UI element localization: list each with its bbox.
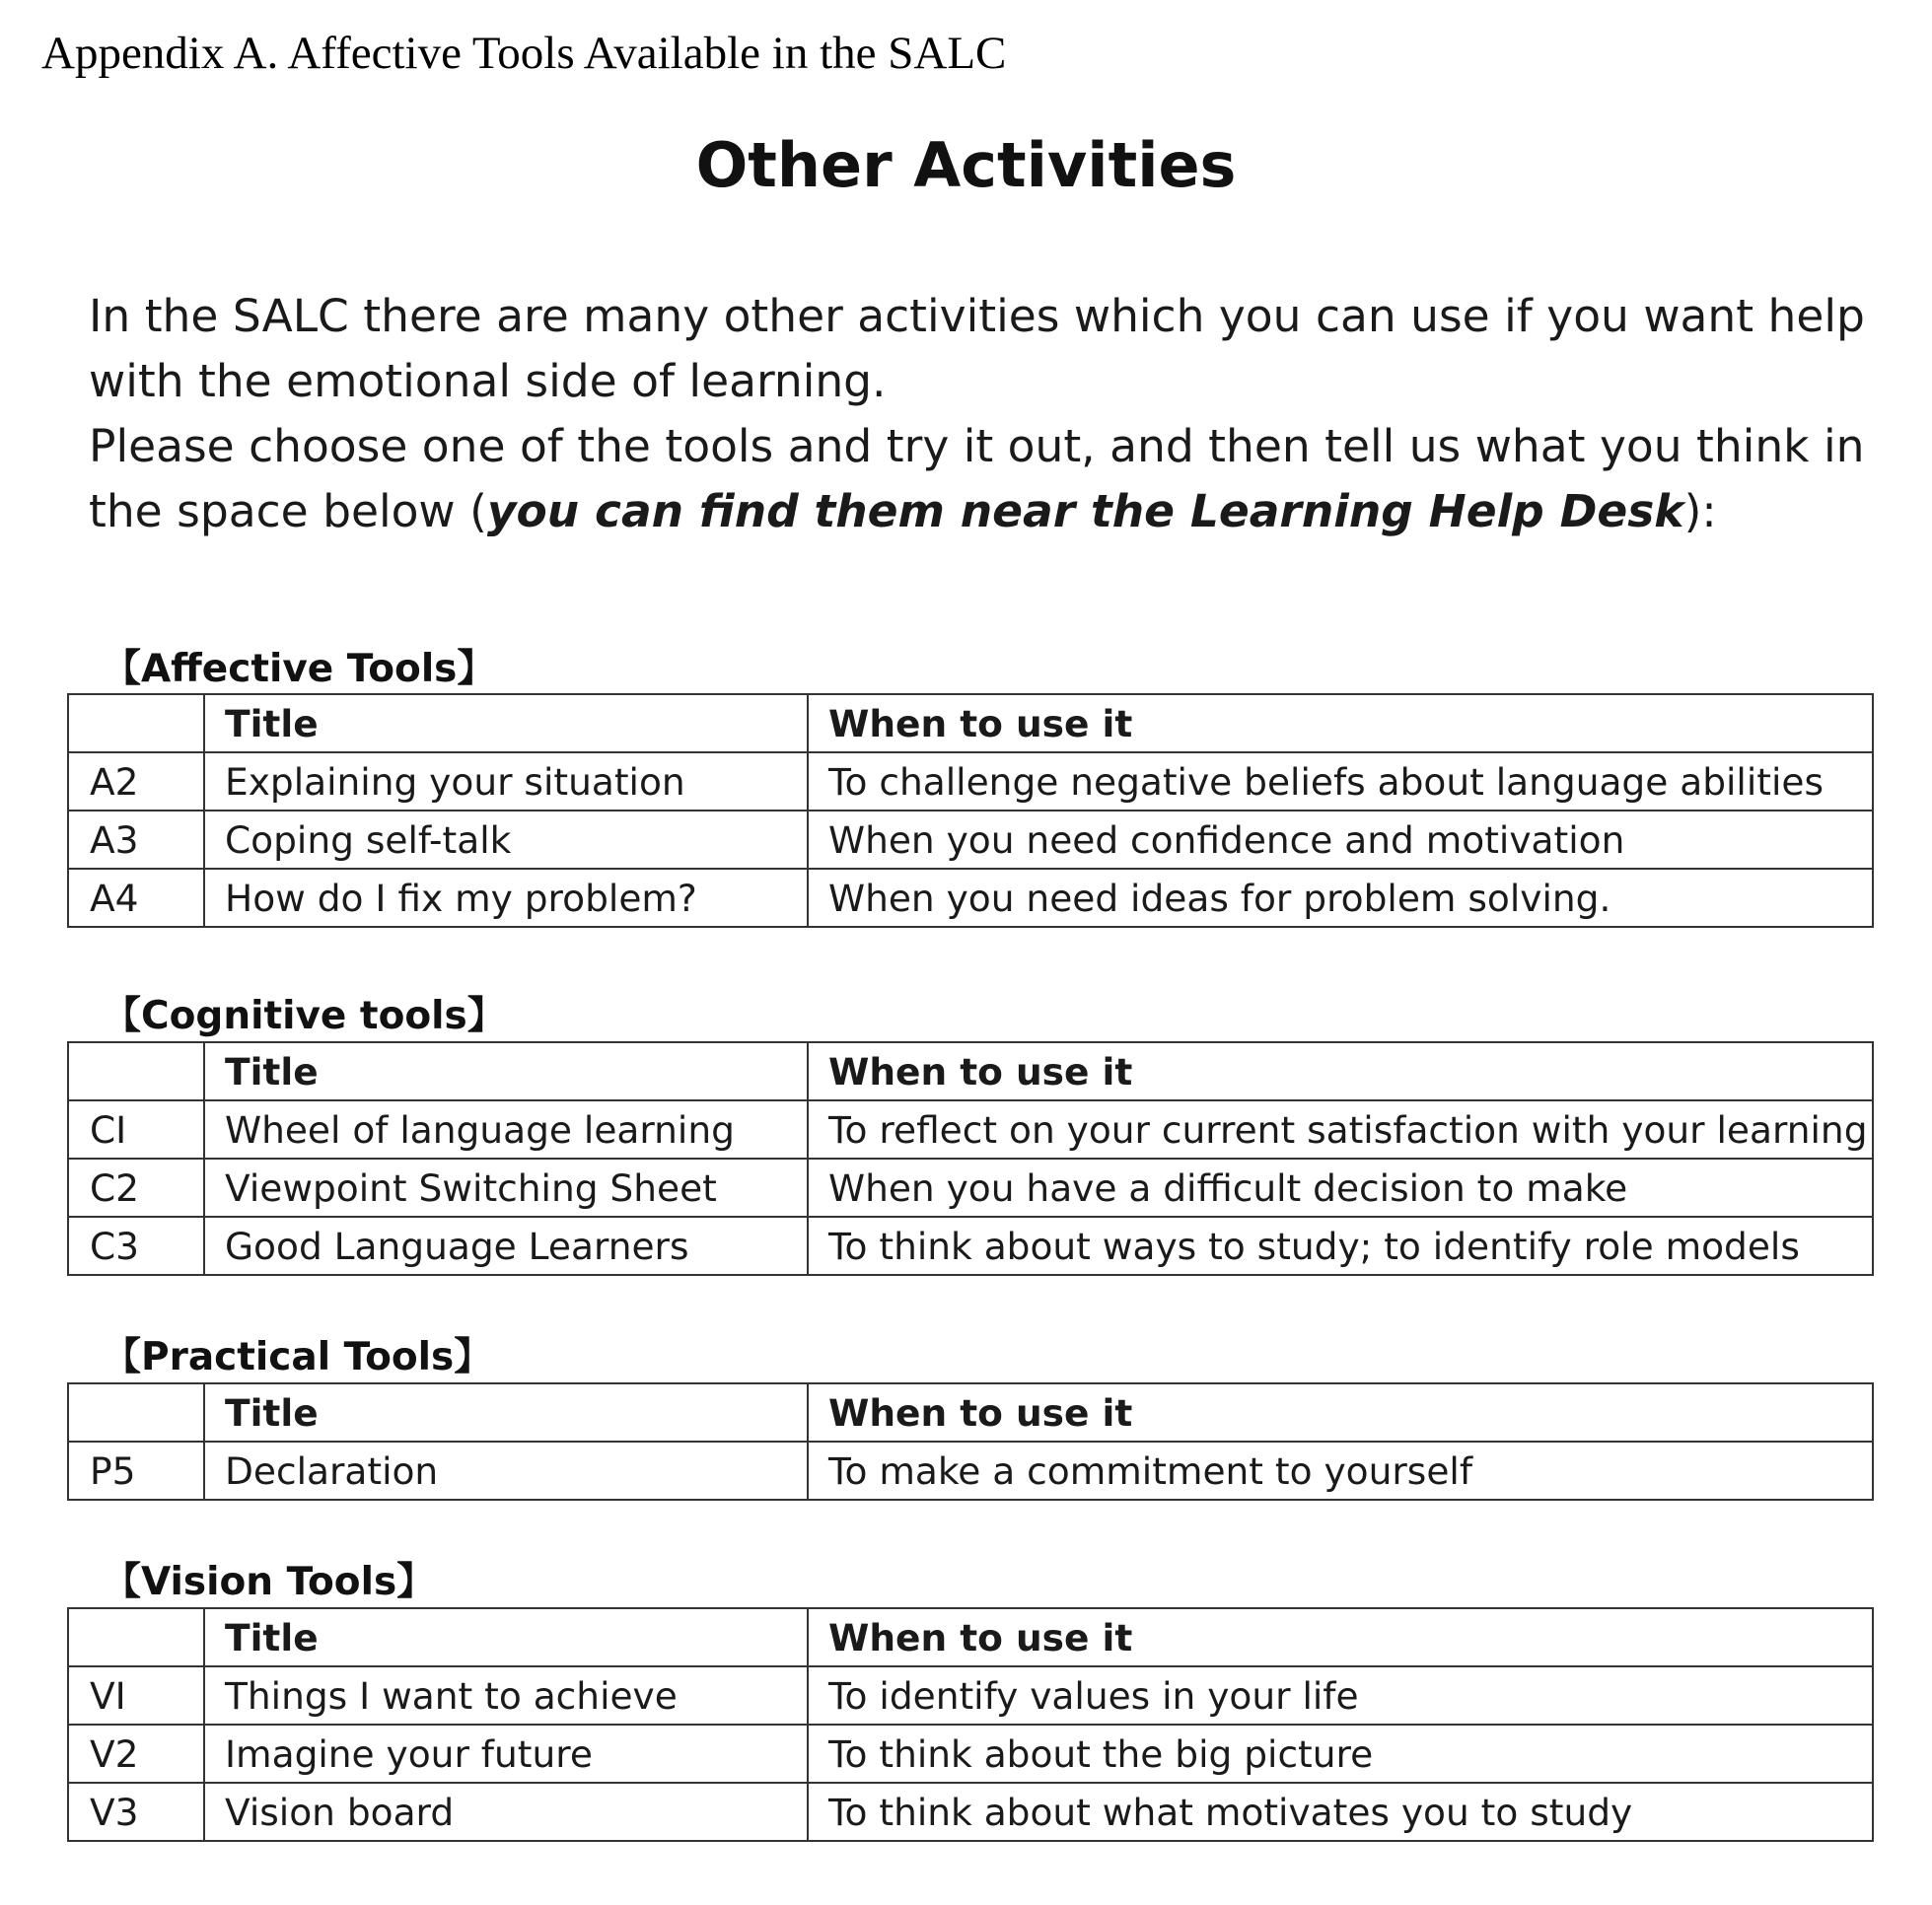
section-heading-affective: 【Affective Tools】 bbox=[103, 647, 496, 691]
tool-code: V2 bbox=[68, 1725, 204, 1783]
table-row bbox=[68, 1100, 1873, 1159]
tool-title: Wheel of language learning bbox=[204, 1100, 808, 1159]
appendix-heading: Appendix A. Affective Tools Available in the SALC bbox=[41, 28, 1007, 79]
tool-title: Declaration bbox=[204, 1442, 808, 1500]
tool-when: To think about ways to study; to identify role models bbox=[808, 1217, 1873, 1275]
table-row bbox=[68, 1725, 1873, 1783]
table-header-row bbox=[68, 1608, 1873, 1666]
tool-when: To make a commitment to yourself bbox=[808, 1442, 1873, 1500]
intro-text bbox=[89, 284, 1903, 544]
tool-title: Imagine your future bbox=[204, 1725, 808, 1783]
table-row bbox=[68, 1783, 1873, 1841]
tool-when: To think about what motivates you to study bbox=[808, 1783, 1873, 1841]
tool-when: To reflect on your current satisfaction with your learning bbox=[808, 1100, 1873, 1159]
tool-when: To think about the big picture bbox=[808, 1725, 1873, 1783]
header-code-cell bbox=[68, 694, 204, 752]
section-heading-cognitive: 【Cognitive tools】 bbox=[103, 994, 506, 1038]
tool-title: Things I want to achieve bbox=[204, 1666, 808, 1725]
tool-code: C3 bbox=[68, 1217, 204, 1275]
intro-paragraph-2-start: Please choose one of the tools and try it out, and then tell us what you think in the space below ( bbox=[89, 420, 1865, 537]
cognitive-tools-table bbox=[67, 1041, 1874, 1276]
tool-code: A2 bbox=[68, 752, 204, 811]
vision-tools-table bbox=[67, 1607, 1874, 1842]
tool-when: To identify values in your life bbox=[808, 1666, 1873, 1725]
tool-code: A4 bbox=[68, 869, 204, 927]
page-title: Other Activities bbox=[695, 129, 1237, 201]
header-when-cell: When to use it bbox=[808, 1383, 1873, 1442]
table-row bbox=[68, 869, 1873, 927]
header-code-cell bbox=[68, 1608, 204, 1666]
tool-code: C2 bbox=[68, 1159, 204, 1217]
tool-code: A3 bbox=[68, 811, 204, 869]
tool-title: Good Language Learners bbox=[204, 1217, 808, 1275]
tool-code: P5 bbox=[68, 1442, 204, 1500]
section-heading-practical: 【Practical Tools】 bbox=[103, 1335, 493, 1379]
table-row bbox=[68, 1217, 1873, 1275]
header-code-cell bbox=[68, 1383, 204, 1442]
tool-when: When you need ideas for problem solving. bbox=[808, 869, 1873, 927]
intro-paragraph-2 bbox=[89, 414, 1903, 544]
header-title-cell: Title bbox=[204, 694, 808, 752]
intro-paragraph-1: In the SALC there are many other activities which you can use if you want help with the emotional side of learning. bbox=[89, 290, 1865, 407]
table-row bbox=[68, 1666, 1873, 1725]
tool-title: Explaining your situation bbox=[204, 752, 808, 811]
table-row bbox=[68, 1159, 1873, 1217]
header-title-cell: Title bbox=[204, 1383, 808, 1442]
table-row bbox=[68, 752, 1873, 811]
table-header-row bbox=[68, 1042, 1873, 1100]
affective-tools-table bbox=[67, 693, 1874, 928]
intro-paragraph-2-end: ): bbox=[1683, 485, 1717, 537]
header-title-cell: Title bbox=[204, 1608, 808, 1666]
header-when-cell: When to use it bbox=[808, 1042, 1873, 1100]
tool-code: VI bbox=[68, 1666, 204, 1725]
header-when-cell: When to use it bbox=[808, 1608, 1873, 1666]
header-title-cell: Title bbox=[204, 1042, 808, 1100]
table-header-row bbox=[68, 1383, 1873, 1442]
tool-when: To challenge negative beliefs about language abilities bbox=[808, 752, 1873, 811]
tool-when: When you have a difficult decision to make bbox=[808, 1159, 1873, 1217]
intro-emphasis: you can find them near the Learning Help Desk bbox=[486, 485, 1684, 537]
section-heading-vision: 【Vision Tools】 bbox=[103, 1560, 436, 1604]
header-code-cell bbox=[68, 1042, 204, 1100]
tool-when: When you need confidence and motivation bbox=[808, 811, 1873, 869]
tool-title: Vision board bbox=[204, 1783, 808, 1841]
table-row bbox=[68, 1442, 1873, 1500]
table-header-row bbox=[68, 694, 1873, 752]
table-row bbox=[68, 811, 1873, 869]
tool-code: CI bbox=[68, 1100, 204, 1159]
tool-title: How do I fix my problem? bbox=[204, 869, 808, 927]
tool-title: Coping self-talk bbox=[204, 811, 808, 869]
tool-code: V3 bbox=[68, 1783, 204, 1841]
tool-title: Viewpoint Switching Sheet bbox=[204, 1159, 808, 1217]
header-when-cell: When to use it bbox=[808, 694, 1873, 752]
practical-tools-table bbox=[67, 1382, 1874, 1501]
